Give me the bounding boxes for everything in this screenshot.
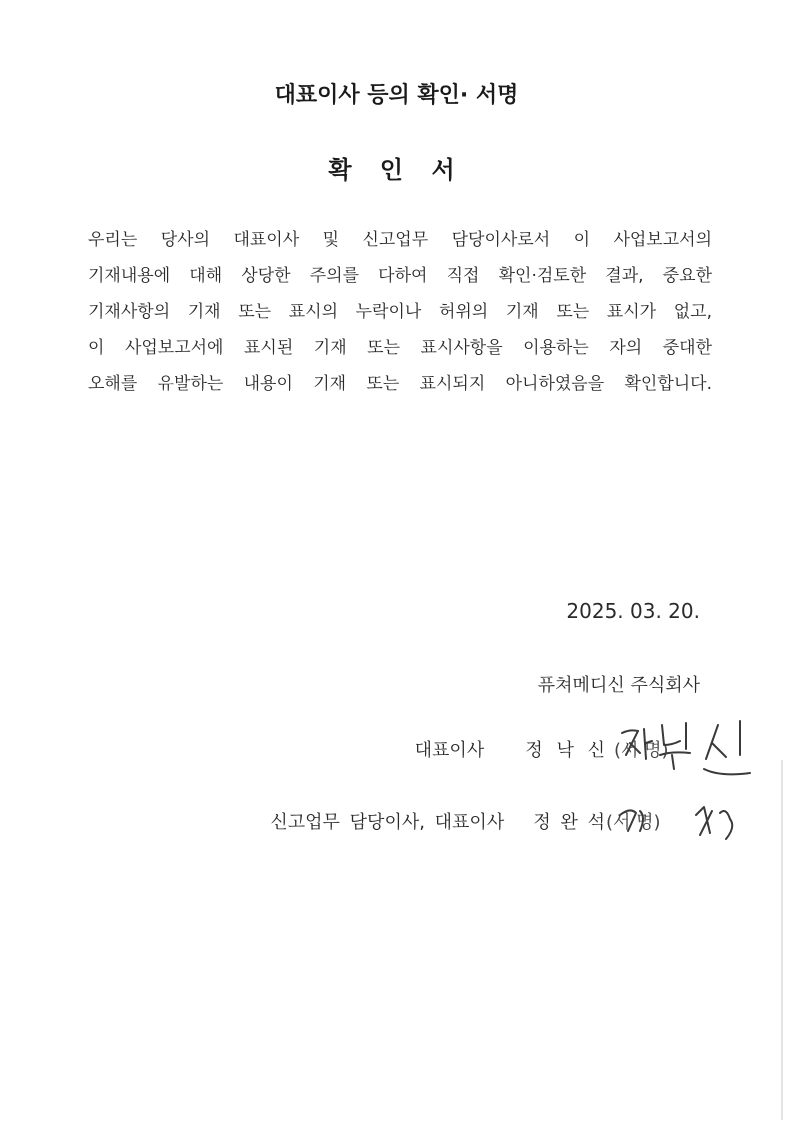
signature-stroke bbox=[704, 721, 750, 774]
document-date: 2025. 03. 20. bbox=[566, 599, 700, 623]
signature-stroke bbox=[622, 729, 652, 759]
body-line: 오해를 유발하는 내용이 기재 또는 표시되지 아니하였음을 확인합니다. bbox=[88, 374, 712, 394]
document-title: 대표이사 등의 확인· 서명 bbox=[274, 83, 519, 108]
document-subtitle: 확 인 서 bbox=[328, 156, 465, 184]
signatory-1 bbox=[415, 736, 605, 762]
signatory-role: 대표이사 bbox=[414, 740, 485, 761]
signatory-2 bbox=[270, 808, 605, 834]
signatory-role: 신고업무 담당이사, 대표이사 bbox=[270, 812, 505, 833]
signature-stroke bbox=[660, 723, 690, 769]
signatory-name: 정 낙 신 bbox=[525, 740, 605, 761]
signature-stroke bbox=[620, 807, 732, 839]
company-name: 퓨쳐메디신 주식회사 bbox=[537, 675, 700, 696]
handwritten-signature bbox=[600, 715, 770, 865]
body-line: 이 사업보고서에 표시된 기재 또는 표시사항을 이용하는 자의 중대한 bbox=[88, 338, 712, 358]
sign-label: (서 명) bbox=[606, 812, 661, 833]
sign-label: (서 명) bbox=[614, 740, 669, 761]
body-line: 기재사항의 기재 또는 표시의 누락이나 허위의 기재 또는 표시가 없고, bbox=[88, 302, 712, 322]
scan-edge bbox=[781, 760, 783, 1120]
body-line: 우리는 당사의 대표이사 및 신고업무 담당이사로서 이 사업보고서의 bbox=[88, 230, 712, 250]
body-line: 기재내용에 대해 상당한 주의를 다하여 직접 확인·검토한 결과, 중요한 bbox=[88, 266, 712, 286]
signatory-name: 정 완 석 bbox=[533, 812, 605, 833]
